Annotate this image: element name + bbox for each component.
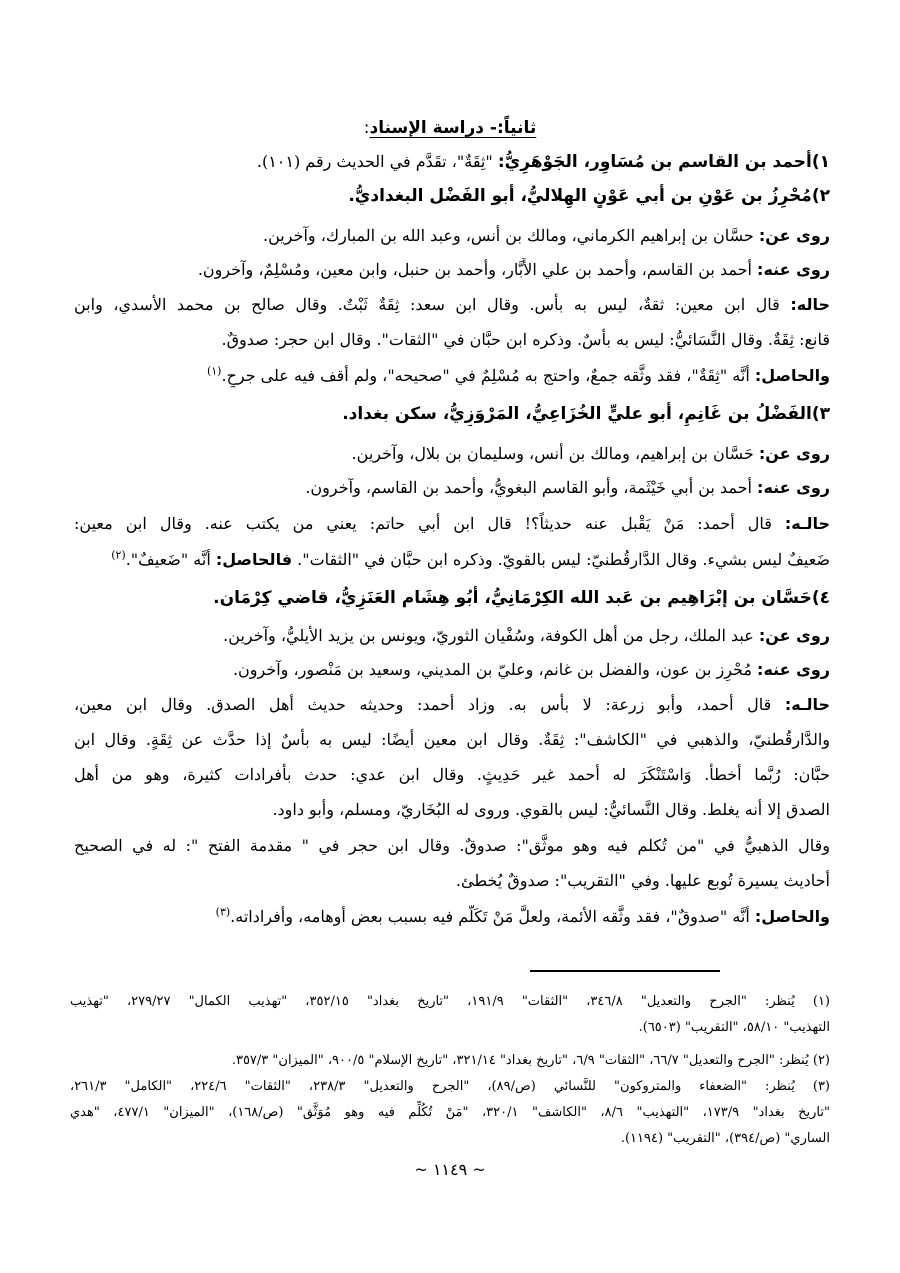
narrator-4-status-line-1: حالـه: قال أحمد، وأبو زرعة: لا بأس به. وزاد أحمد: وحديثه حديث أهل الصدق. وقال ابن معين، [74,695,830,714]
footnote-ref: (٢) [111,548,126,562]
narrator-4-heading: ٤)حَسَّان بن إبْرَاهِيم بن عَبد الله الكِرْمَانِيُّ، أَبُو هِشَام العَنَزِيُّ، قاضي كِرْمَان. [213,588,830,608]
narrator-1-entry: ١)أحمد بن القاسم بن مُسَاوِر، الجَوْهَرِيُّ: "ثِقَةٌ"، تقَدَّم في الحديث رقم (١٠١). [256,152,830,172]
narrator-number: ١) [811,152,830,172]
narrator-name: الفَضْلُ بن غَانِمٍ، أبو عليٍّ الخُزَاعِيُّ، المَرْوَزِيُّ، سكن بغداد. [342,404,812,424]
narrator-4-status-line-5: وقال الذهبيُّ في "من تُكلم فيه وهو موثَّق": صدوقٌ. وقال ابن حجر في " مقدمة الفتح ": له في الصحيح [74,836,830,855]
narrator-3-teachers: روى عن: حَسَّان بن إبراهيم، ومالك بن أنس، وسليمان بن بلال، وآخرين. [351,444,830,463]
footnote-1-line-1: (١) يُنظر: "الجرح والتعديل" ٣٤٦/٨، "الثقات" ١٩١/٩، "تاريخ بغداد" ٣٥٢/١٥، "تهذيب الكمال" ٢٧٩/٢٧، "تهذيب [70,994,830,1009]
footnote-1-line-2: التهذيب" ٥٨/١٠، "التقريب" (٦٥٠٣). [638,1020,830,1035]
narrator-3-status-line-1: حالـه: قال أحمد: مَنْ يَقْبل عنه حديثاً؟! قال ابن أبي حاتم: يعني من يكتب عنه. وقال ابن معين: [74,514,830,533]
narrator-2-status-line-2: قانع: ثِقَةٌ. وقال النَّسَائيُّ: ليس به بأسٌ. وذكره ابن حبَّان في "الثقات". وقال ابن حجر: صدوقٌ. [221,330,830,349]
footnote-ref: (٣) [215,905,231,919]
narrator-name: أحمد بن القاسم بن مُسَاوِر، الجَوْهَرِيُّ: [497,152,812,172]
narrator-4-status-line-3: حبَّان: رُبَّما أخطأ. وَاسْتَنْكَرَ له أحمد غير حَدِيثٍ. وقال ابن عدي: حدث بأفرادات كثيرة، وهو من أهل [74,765,830,784]
narrator-4-status-line-6: أحاديث يسيرة تُوبع عليها. وفي "التقريب": صدوقٌ يُخطئ. [455,871,830,890]
section-heading: ثانياً:- دراسة الإسناد: [363,118,537,138]
narrator-2-heading: ٢)مُحْرِزُ بن عَوْنِ بن أبي عَوْنٍ الهِلاليُّ، أبو الفَضْل البغداديُّ. [348,186,830,206]
footnote-2: (٢) يُنظر: "الجرح والتعديل" ٦٦/٧، "الثقات" ٦/٩، "تاريخ بغداد" ٣٢١/١٤، "تاريخ الإسلام" ٩٠٠/٥، "الميزان" ٣٥٧/٣. [231,1053,830,1068]
narrator-2-status-line-1: حاله: قال ابن معين: ثقةٌ، ليس به بأس. وقال ابن سعد: ثِقَةٌ ثَبْتٌ. وقال صالح بن محمد الأسدي، وابن [74,295,830,314]
footnote-3-line-3: الساري" (ص/٣٩٤)، "التقريب" (١١٩٤). [620,1131,830,1146]
narrator-name: حَسَّان بن إبْرَاهِيم بن عَبد الله الكِرْمَانِيُّ، أَبُو هِشَام العَنَزِيُّ، قاضي كِرْمَان. [213,588,812,608]
footnote-3-line-1: (٣) يُنظر: "الضعفاء والمتروكون" للنَّسائي (ص/٨٩)، "الجرح والتعديل" ٢٣٨/٣، "الثقات" ٢٢٤/٦، "الكامل" ٢٦١/٣، [70,1079,830,1094]
narrator-3-heading: ٣)الفَضْلُ بن غَانِمٍ، أبو عليٍّ الخُزَاعِيُّ، المَرْوَزِيُّ، سكن بغداد. [342,404,830,424]
footnote-separator [530,970,720,972]
page-number: ~ ١١٤٩ ~ [414,1160,486,1179]
narrator-3-status-line-2: ضَعيفٌ ليس بشيء. وقال الدَّارقُطنيّ: ليس بالقويّ. وذكره ابن حبَّان في "الثقات". فالحاصل: أنَّه "ضَعيفٌ".$^{(٢)}$ [111,548,830,569]
footnote-3-line-2: "تاريخ بغداد" ١٧٣/٩، "التهذيب" ٨/٦، "الكاشف" ٣٢٠/١، "مَنْ تُكُلِّم فيه وهو مُوَثَّق" (ص/١٦٨)، "الميزان" ٤٧٧/١، "هدي [70,1105,830,1120]
narrator-4-students: روى عنه: مُحْرِز بن عون، والفضل بن غانم، وعليّ بن المديني، وسعيد بن مَنْصور، وآخرون. [232,660,830,679]
narrator-4-status-line-4: الصدق إلا أنه يغلط. وقال النَّسائيُّ: ليس بالقوي. وروى له البُخَاريّ، ومسلم، وأبو داود. [272,800,830,819]
section-heading-title: ثانياً:- دراسة الإسناد [369,118,537,138]
narrator-name: مُحْرِزُ بن عَوْنِ بن أبي عَوْنٍ الهِلاليُّ، أبو الفَضْل البغداديُّ. [348,186,812,206]
narrator-4-conclusion: والحاصل: أنَّه "صدوقٌ"، فقد وثَّقه الأئمة، ولعلَّ مَنْ تَكَلَّم فيه بسبب بعض أوهامه، وأفراداته.$^{(٣)}$ [215,905,830,926]
narrator-2-conclusion: والحاصل: أنَّه "ثِقَةٌ"، فقد وثَّقه جمعٌ، واحتج به مُسْلِمٌ في "صحيحه"، ولم أقف فيه على جرحٍ.$^{(١)}$ [206,364,830,385]
narrator-3-students: روى عنه: أحمد بن أبي خَيْثَمة، وأبو القاسم البغويُّ، وأحمد بن القاسم، وآخرون. [305,478,830,497]
narrator-2-teachers: روى عن: حسَّان بن إبراهيم الكرماني، ومالك بن أنس، وعبد الله بن المبارك، وآخرين. [263,226,830,245]
narrator-4-teachers: روى عن: عبد الملك، رجل من أهل الكوفة، وسُفْيان الثوريّ، ويونس بن يزيد الأيليُّ، وآخرين. [223,626,830,645]
narrator-2-students: روى عنه: أحمد بن القاسم، وأحمد بن علي الأَبَّار، وأحمد بن حنبل، وابن معين، ومُسْلِمٌ، وآخرون. [197,260,830,279]
footnote-ref: (١) [206,364,222,378]
narrator-4-status-line-2: والدَّارقُطنيّ، والذهبي في "الكاشف": ثِقَةٌ. وقال ابن معين أيضًا: ليس به بأسٌ إذا حدَّث عن ثِقَةٍ. وقال ابن [74,730,830,749]
